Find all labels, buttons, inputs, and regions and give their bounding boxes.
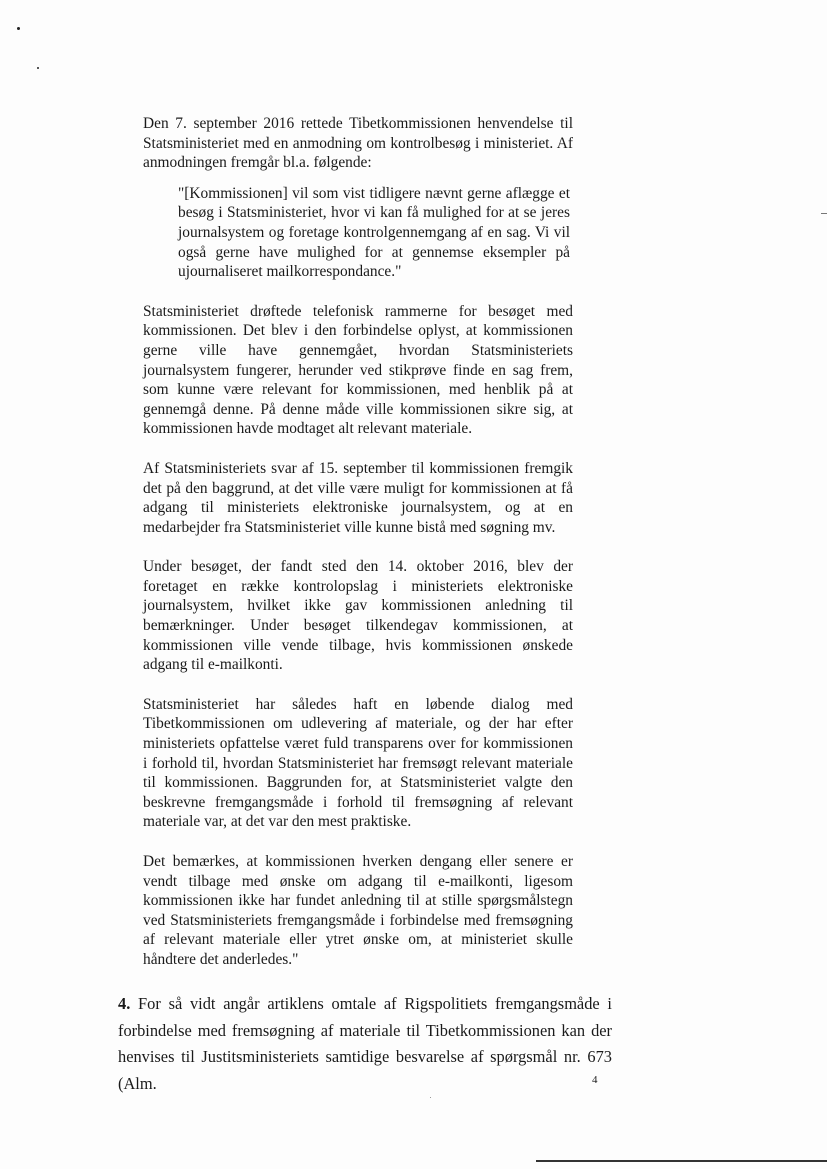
section-4-text: For så vidt angår artiklens omtale af Rigspolitiets fremgangsmåde i forbindelse med fremsøgning af materiale til Tibetkommissionen kan der henvises til Justitsministeriets samtidige besvarelse af spørgsmål nr. 673 (Alm. (118, 994, 612, 1093)
body-paragraph-1: Statsministeriet drøftede telefonisk rammerne for besøget med kommissionen. Det blev i den forbindelse oplyst, at kommissionen gerne ville have gennemgået, hvordan Statsministeriets journalsystem fungerer, herunder ved stikprøve finde en sag frem, som kunne være relevant for kommissionen, med henblik på at gennemgå denne. På denne måde ville kommissionen sikre sig, at kommissionen havde modtaget alt relevant materiale. (143, 302, 573, 438)
body-paragraph-2: Af Statsministeriets svar af 15. september til kommissionen fremgik det på den baggrund, at det ville være muligt for kommissionen at få adgang til ministeriets elektroniske journalsystem, og at en medarbejder fra Statsministeriet ville kunne bistå med søgning mv. (143, 459, 573, 536)
scan-speck (17, 27, 20, 30)
quoted-response-block (143, 114, 573, 990)
intro-paragraph: Den 7. september 2016 rettede Tibetkommissionen henvendelse til Statsministeriet med en anmodning om kontrolbesøg i ministeriet. Af anmodningen fremgår bl.a. følgende: (143, 115, 573, 172)
section-number: 4. (118, 994, 131, 1013)
section-4-paragraph (118, 991, 612, 1097)
body-paragraph-5: Det bemærkes, at kommissionen hverken dengang eller senere er vendt tilbage med ønske om adgang til e-mailkonti, ligesom kommissionen ikke har fundet anledning til at stille spørgsmålstegn ved Statsministeriets fremgangsmåde i forbindelse med fremsøgning af relevant materiale eller ytret ønske om, at ministeriet skulle håndtere det anderledes." (143, 853, 573, 968)
scan-speck (430, 1097, 431, 1098)
scan-speck (37, 67, 39, 69)
scan-edge-mark (821, 213, 827, 214)
footer-rule (536, 1160, 827, 1162)
body-paragraph-4: Statsministeriet har således haft en løbende dialog med Tibetkommissionen om udlevering af materiale, og der har efter ministeriets opfattelse været fuld transparens over for kommissionen i forhold til, hvordan Statsministeriet har fremsøgt relevant materiale til kommissionen. Baggrunden for, at Statsministeriet valgte den beskrevne fremgangsmåde i forhold til fremsøgning af relevant materiale var, at det var den mest praktiske. (143, 695, 573, 831)
request-blockquote: "[Kommissionen] vil som vist tidligere nævnt gerne aflægge et besøg i Statsministeriet, hvor vi kan få mulighed for at se jeres journalsystem og foretage kontrolgennemgang af en sag. Vi vil også gerne have mulighed for at gennemse eksempler på ujournaliseret mailkorrespondance." (178, 184, 570, 281)
body-paragraph-3: Under besøget, der fandt sted den 14. oktober 2016, blev der foretaget en række kontrolopslag i ministeriets elektroniske journalsystem, hvilket ikke gav kommissionen anledning til bemærkninger. Under besøget tilkendegav kommissionen, at kommissionen ville vende tilbage, hvis kommissionen ønskede adgang til e-mailkonti. (143, 558, 573, 674)
page-number: 4 (592, 1074, 598, 1086)
